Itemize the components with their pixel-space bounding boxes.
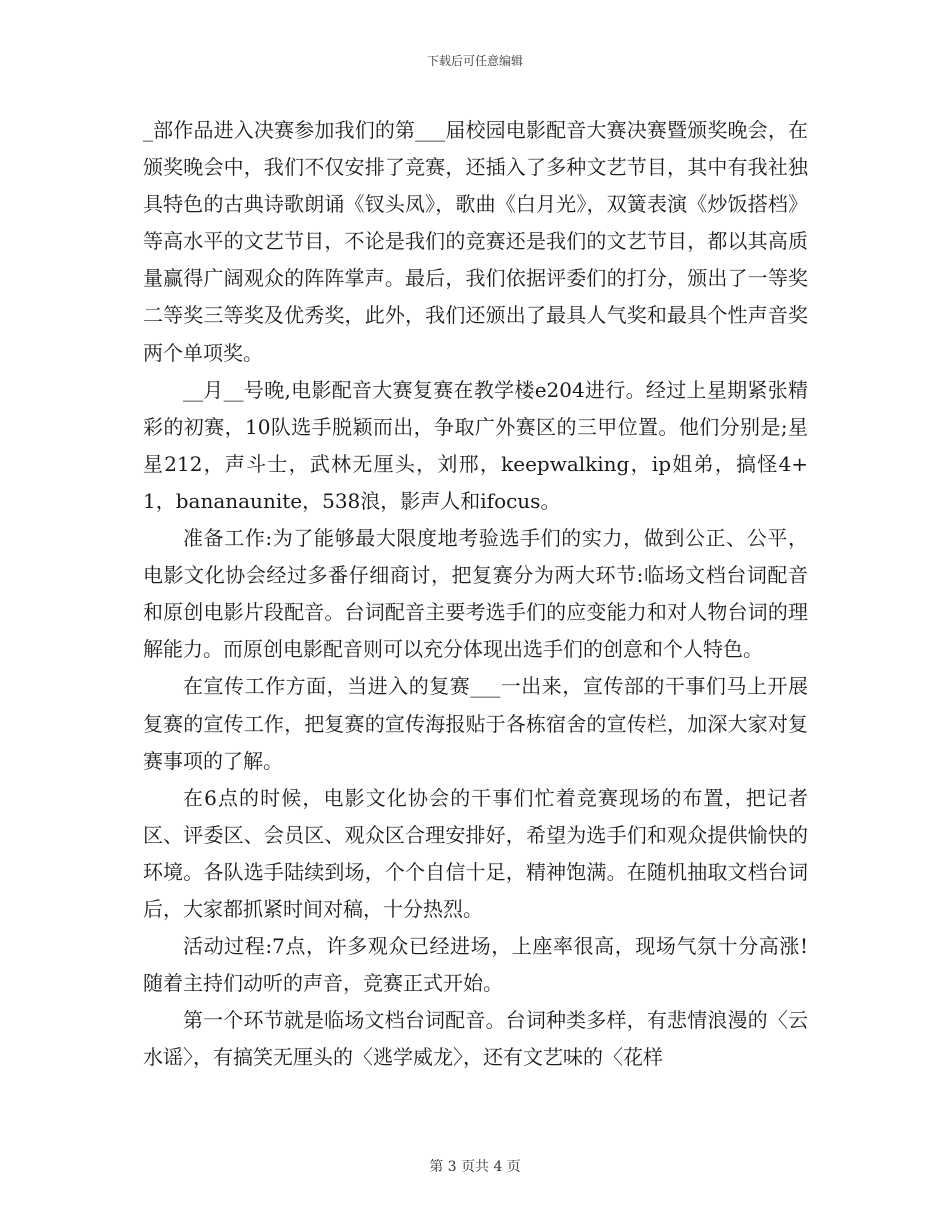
paragraph-4: 在宣传工作方面，当进入的复赛___一出来，宣传部的干事们马上开展复赛的宣传工作，把复赛的宣传海报贴于各栋宿舍的宣传栏，加深大家对复赛事项的了解。 — [143, 674, 808, 773]
document-body — [143, 112, 808, 1076]
paragraph-6: 活动过程:7点，许多观众已经进场，上座率很高，现场气氛十分高涨!随着主持们动听的声音，竞赛正式开始。 — [143, 934, 808, 996]
paragraph-7: 第一个环节就是临场文档台词配音。台词种类多样，有悲情浪漫的〈云水谣〉，有搞笑无厘头的〈逃学威龙〉，还有文艺味的〈花样 — [143, 1008, 808, 1070]
paragraph-2: __月__号晚,电影配音大赛复赛在教学楼e204进行。经过上星期紧张精彩的初赛，10队选手脱颖而出，争取广外赛区的三甲位置。他们分别是;星星212，声斗士，武林无厘头，刘邢，keepwalking，ip姐弟，搞怪4+1，bananaunite，538浪，影声人和ifocus。 — [143, 377, 808, 513]
paragraph-5: 在6点的时候，电影文化协会的干事们忙着竞赛现场的布置，把记者区、评委区、会员区、观众区合理安排好，希望为选手们和观众提供愉快的环境。各队选手陆续到场，个个自信十足，精神饱满。在随机抽取文档台词后，大家都抓紧时间对稿，十分热烈。 — [143, 785, 808, 921]
page-header: 下载后可任意编辑 — [426, 54, 523, 68]
paragraph-1: _部作品进入决赛参加我们的第___届校园电影配音大赛决赛暨颁奖晚会，在颁奖晚会中，我们不仅安排了竞赛，还插入了多种文艺节目，其中有我社独具特色的古典诗歌朗诵《钗头凤》，歌曲《白月光》，双簧表演《炒饭搭档》等高水平的文艺节目，不论是我们的竞赛还是我们的文艺节目，都以其高质量赢得广阔观众的阵阵掌声。最后，我们依据评委们的打分，颁出了一等奖二等奖三等奖及优秀奖，此外，我们还颁出了最具人气奖和最具个性声音奖两个单项奖。 — [143, 118, 808, 365]
page-footer: 第 3 页共 4 页 — [429, 1159, 521, 1175]
paragraph-3: 准备工作:为了能够最大限度地考验选手们的实力，做到公正、公平，电影文化协会经过多番仔细商讨，把复赛分为两大环节:临场文档台词配音和原创电影片段配音。台词配音主要考选手们的应变能力和对人物台词的理解能力。而原创电影配音则可以充分体现出选手们的创意和个人特色。 — [143, 526, 808, 662]
